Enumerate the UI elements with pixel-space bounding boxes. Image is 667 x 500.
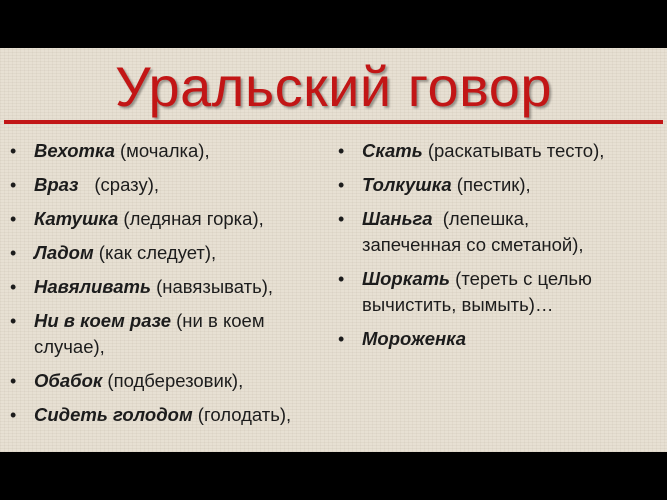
list-item	[10, 206, 334, 232]
slide	[0, 48, 667, 452]
left-list	[10, 138, 334, 436]
word-meaning-continued: вычистить, вымыть)…	[362, 294, 554, 315]
title-divider	[4, 120, 663, 124]
list-item	[338, 138, 662, 164]
dialect-word: Ладом	[34, 242, 94, 263]
list-item	[338, 172, 662, 198]
list-item	[10, 274, 334, 300]
dialect-word: Вехотка	[34, 140, 115, 161]
dialect-word: Катушка	[34, 208, 119, 229]
bullet: •	[338, 329, 345, 349]
bullet: •	[10, 277, 17, 297]
bottom-letterbox-bar	[0, 452, 667, 500]
bullet: •	[338, 209, 345, 229]
bullet: •	[338, 141, 345, 161]
bullet: •	[10, 371, 17, 391]
list-item	[338, 266, 662, 318]
word-meaning-continued: запеченная со сметаной),	[362, 234, 584, 255]
word-meaning: (как следует),	[93, 242, 217, 263]
bullet: •	[10, 405, 17, 425]
word-meaning: (ни в коем случае),	[34, 310, 265, 357]
word-meaning: (тереть с целью	[450, 268, 592, 289]
word-meaning: (подберезовик),	[102, 370, 244, 391]
dialect-word: Ни в коем разе	[34, 310, 171, 331]
dialect-word: Враз	[34, 174, 79, 195]
list-item	[10, 368, 334, 394]
word-meaning: (мочалка),	[114, 140, 210, 161]
bullet: •	[10, 209, 17, 229]
slide-title: Уральский говор	[114, 55, 553, 118]
list-item	[10, 138, 334, 164]
dialect-word: Сидеть голодом	[34, 404, 193, 425]
list-item	[10, 402, 334, 428]
word-meaning: (лепешка,	[432, 208, 530, 229]
bullet: •	[338, 269, 345, 289]
dialect-word: Навяливать	[34, 276, 151, 297]
dialect-word: Обабок	[34, 370, 103, 391]
list-item	[338, 206, 662, 258]
list-item	[338, 326, 662, 352]
word-meaning: (сразу),	[94, 174, 159, 195]
dialect-word: Мороженка	[362, 328, 467, 349]
bullet: •	[10, 141, 17, 161]
word-meaning: (раскатывать тесто),	[422, 140, 605, 161]
list-item	[10, 308, 334, 360]
dialect-word: Толкушка	[362, 174, 452, 195]
list-item	[10, 240, 334, 266]
bullet: •	[10, 175, 17, 195]
dialect-word: Шаньга	[362, 208, 433, 229]
bullet: •	[10, 311, 17, 331]
word-meaning: (пестик),	[451, 174, 531, 195]
list-item	[10, 172, 334, 198]
word-meaning: (ледяная горка),	[118, 208, 264, 229]
right-list	[338, 138, 662, 360]
bullet: •	[10, 243, 17, 263]
bullet: •	[338, 175, 345, 195]
dialect-word: Шоркать	[362, 268, 451, 289]
top-letterbox-bar	[0, 0, 667, 48]
word-meaning: (навязывать),	[150, 276, 274, 297]
word-meaning: (голодать),	[192, 404, 292, 425]
dialect-word: Скать	[362, 140, 423, 161]
